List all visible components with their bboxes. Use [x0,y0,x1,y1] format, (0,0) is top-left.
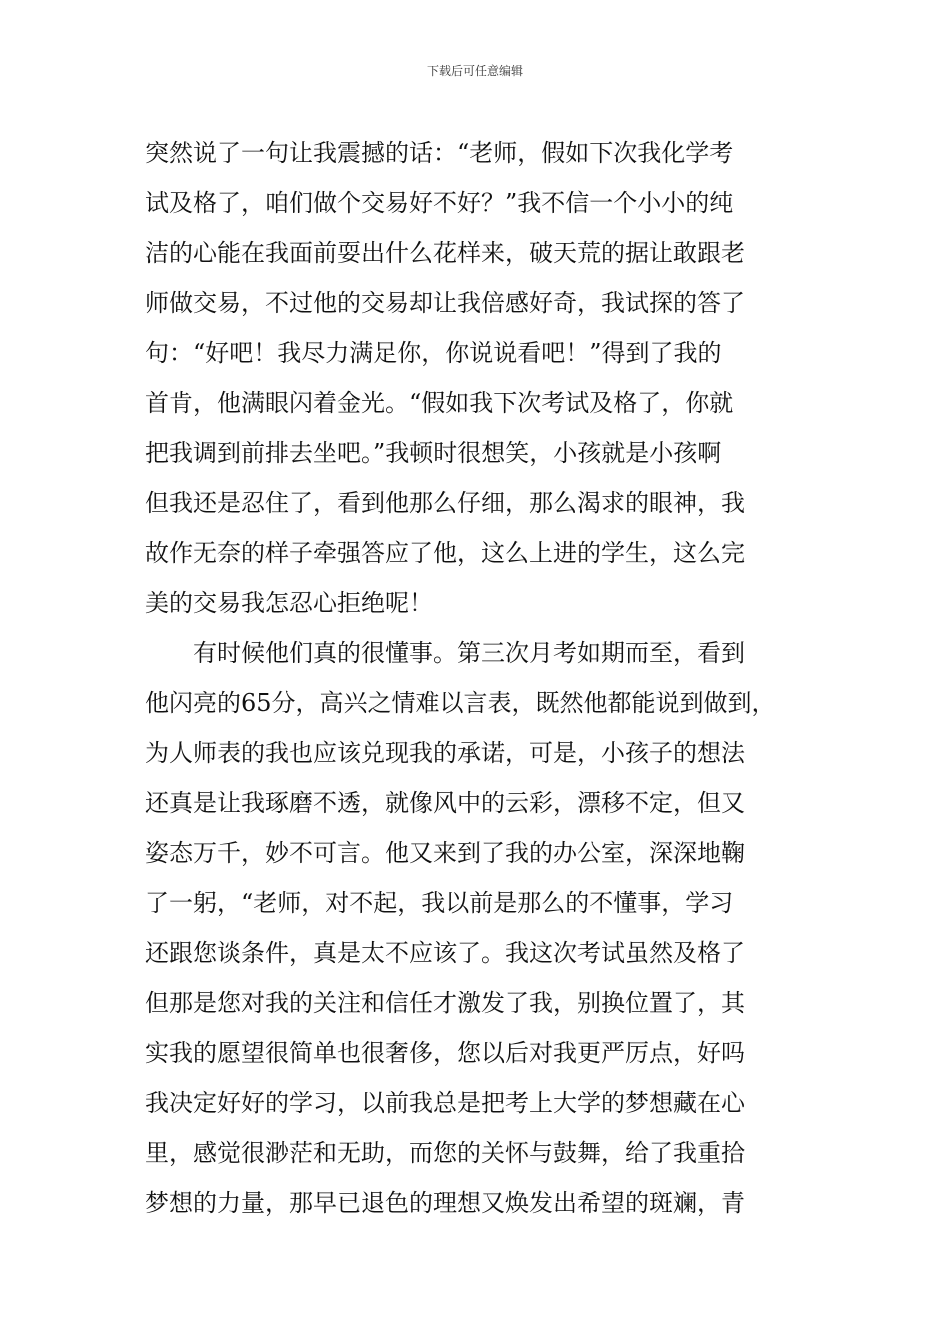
text-line: 还真是让我琢磨不透，就像风中的云彩，漂移不定，但又 [145,789,745,817]
document-body [145,128,835,1228]
text-line: 为人师表的我也应该兑现我的承诺，可是，小孩子的想法 [145,739,745,767]
text-line: 把我调到前排去坐吧。”我顿时很想笑，小孩就是小孩啊 [145,439,722,467]
text-line: 姿态万千，妙不可言。他又来到了我的办公室，深深地鞠 [145,839,745,867]
text-line: 试及格了，咱们做个交易好不好？”我不信一个小小的纯 [145,189,734,217]
page-header: 下载后可任意编辑 [426,64,523,78]
text-line: 首肯，他满眼闪着金光。“假如我下次考试及格了，你就 [145,389,734,417]
text-line: 师做交易，不过他的交易却让我倍感好奇，我试探的答了 [145,289,745,317]
text-line: 洁的心能在我面前耍出什么花样来，破天荒的据让敢跟老 [145,239,745,267]
text-line: 他闪亮的65分，高兴之情难以言表，既然他都能说到做到， [145,689,776,717]
text-line: 突然说了一句让我震撼的话：“老师，假如下次我化学考 [145,139,734,167]
text-line: 故作无奈的样子牵强答应了他，这么上进的学生，这么完 [145,539,745,567]
text-line: 但那是您对我的关注和信任才激发了我，别换位置了，其 [145,989,745,1017]
text-line: 但我还是忍住了，看到他那么仔细，那么渴求的眼神，我 [145,489,745,517]
text-line: 句：“好吧！我尽力满足你，你说说看吧！”得到了我的 [145,339,722,367]
text-line: 美的交易我怎忍心拒绝呢！ [145,589,433,617]
text-line: 有时候他们真的很懂事。第三次月考如期而至，看到 [145,639,745,667]
text-line: 了一躬，“老师，对不起，我以前是那么的不懂事，学习 [145,889,734,917]
text-line: 还跟您谈条件，真是太不应该了。我这次考试虽然及格了 [145,939,745,967]
text-line: 我决定好好的学习，以前我总是把考上大学的梦想藏在心 [145,1089,745,1117]
text-line: 实我的愿望很简单也很奢侈，您以后对我更严厉点，好吗 [145,1039,745,1067]
text-line: 里，感觉很渺茫和无助，而您的关怀与鼓舞，给了我重拾 [145,1139,745,1167]
text-line: 梦想的力量，那早已退色的理想又焕发出希望的斑斓，青 [145,1189,745,1217]
